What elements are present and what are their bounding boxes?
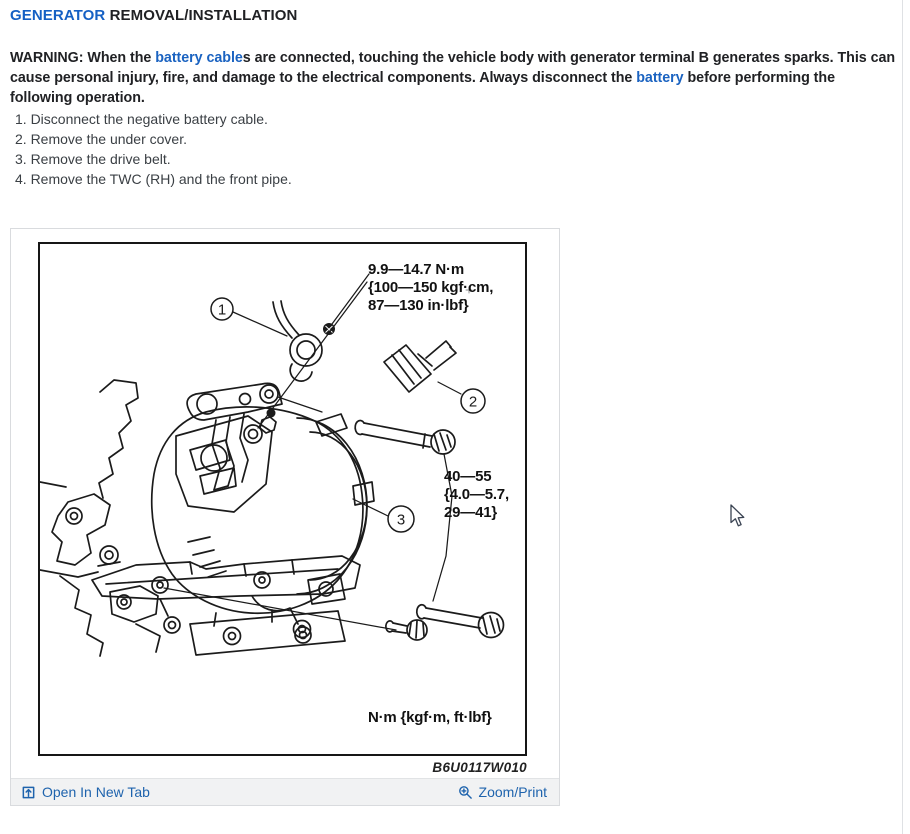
zoom-print-link[interactable] <box>458 784 547 800</box>
open-in-new-tab-icon <box>21 785 36 800</box>
procedure-steps <box>15 109 292 189</box>
torque-line: 87—130 in·lbf} <box>368 297 469 314</box>
callout-3-number: 3 <box>396 511 406 529</box>
content-right-border <box>902 0 903 834</box>
battery-cable-link[interactable]: battery cable <box>155 50 243 66</box>
figure-code: B6U0117W010 <box>432 760 527 775</box>
torque-line: 9.9—14.7 N·m <box>368 261 464 278</box>
figure-card <box>10 228 560 806</box>
callout-2-number: 2 <box>468 393 478 411</box>
torque-line: {100—150 kgf·cm, <box>368 279 494 296</box>
step-item: 4. Remove the TWC (RH) and the front pipe. <box>15 171 292 187</box>
warning-text: s are connected, touching the vehicle body with generator terminal B generates sparks. This can cause personal injury, fire, and damage to the electrical components. Always disconnect the <box>10 50 896 86</box>
torque-spec-mount-bolts <box>444 468 509 522</box>
generator-link[interactable]: GENERATOR <box>10 7 106 24</box>
page-title-rest: REMOVAL/INSTALLATION <box>105 7 298 24</box>
battery-link[interactable]: battery <box>636 70 684 86</box>
zoom-plus-icon <box>458 785 473 800</box>
warning-text: before performing the following operation. <box>10 70 835 106</box>
warning-text: WARNING: When the <box>10 50 156 66</box>
figure-toolbar <box>11 778 559 805</box>
torque-line: {4.0—5.7, <box>444 486 509 503</box>
step-item: 1. Disconnect the negative battery cable. <box>15 111 268 127</box>
callout-1-number: 1 <box>217 301 227 319</box>
torque-line: 29—41} <box>444 504 498 521</box>
mouse-cursor <box>729 504 747 530</box>
torque-spec-terminal <box>368 261 493 315</box>
page-title <box>10 7 297 24</box>
open-in-new-tab-link[interactable] <box>21 784 150 800</box>
torque-line: 40—55 <box>444 468 492 485</box>
step-item: 3. Remove the drive belt. <box>15 151 171 167</box>
open-in-new-tab-label: Open In New Tab <box>42 784 150 800</box>
zoom-print-label: Zoom/Print <box>478 784 547 800</box>
diagram-frame <box>38 242 527 756</box>
units-note: N·m {kgf·m, ft·lbf} <box>368 709 492 726</box>
warning-paragraph <box>10 48 896 108</box>
step-item: 2. Remove the under cover. <box>15 131 187 147</box>
